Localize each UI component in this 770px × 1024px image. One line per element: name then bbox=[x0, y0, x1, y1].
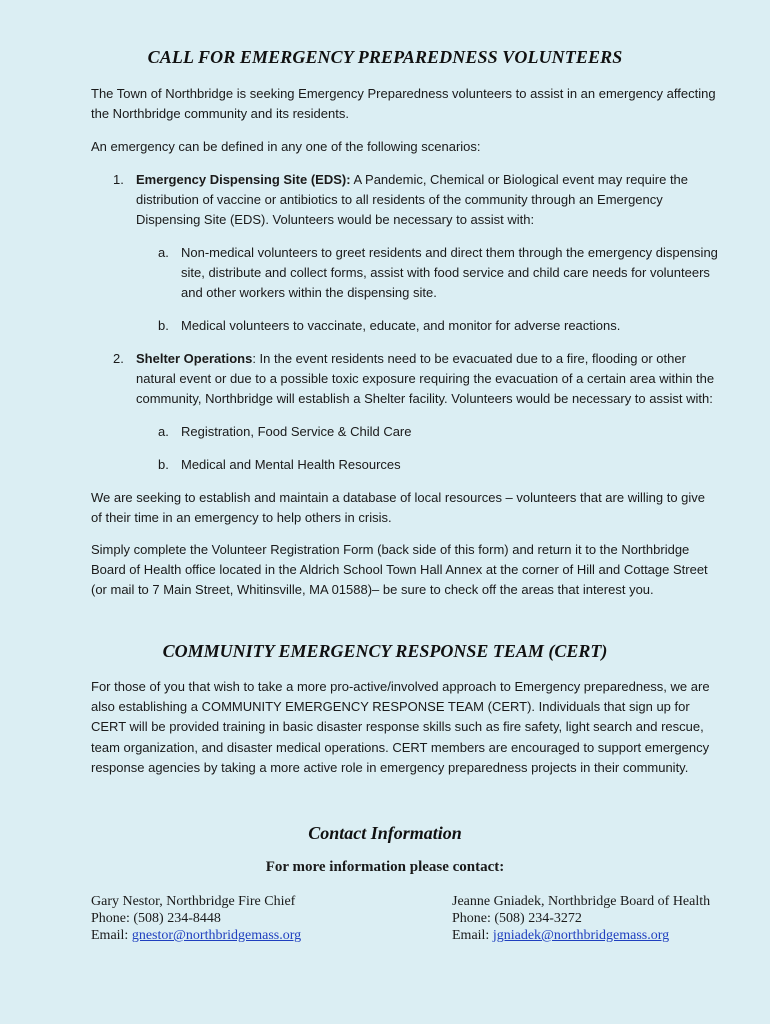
cert-paragraph: For those of you that wish to take a more pro-active/involved approach to Emergency preparedness, we are also establishing a COMMUNITY EMERGENCY RESPONSE TEAM (CERT). Individuals that sign up for CERT will be provided training in basic disaster response skills such as fire safety, light search and rescue, team organization, and disaster medical operations. CERT members are encouraged to support emergency response agencies by taking a more active role in emergency preparedness projects in their community. bbox=[91, 679, 710, 775]
database-paragraph: We are seeking to establish and maintain a database of local resources – volunteers that are willing to give of their time in an emergency to help others in crisis. bbox=[91, 490, 706, 526]
email-link-fire-chief[interactable]: gnestor@northbridgemass.org bbox=[131, 928, 302, 943]
contact-name-fire-chief: Gary Nestor, Northbridge Fire Chief bbox=[91, 894, 296, 909]
contact-name-health: Jeanne Gniadek, Northbridge Board of Health bbox=[452, 894, 711, 909]
shelter-heading: Shelter Operations bbox=[136, 351, 253, 366]
sub-letter-2a: a. bbox=[158, 424, 169, 439]
sub-item-2b: Medical and Mental Health Resources bbox=[181, 457, 401, 472]
eds-text: A Pandemic, Chemical or Biological event may require the distribution of vaccine or antibiotics to all residents of the community through an Emergency Dispensing Site (EDS). Volunteers would be necessary to assist with: bbox=[136, 172, 689, 228]
sub-item-1b: Medical volunteers to vaccinate, educate, and monitor for adverse reactions. bbox=[181, 318, 621, 333]
cert-title: COMMUNITY EMERGENCY RESPONSE TEAM (CERT) bbox=[162, 641, 608, 661]
list-item-shelter bbox=[136, 349, 716, 410]
sub-letter-2b: b. bbox=[158, 457, 169, 472]
contact-email-row-health bbox=[452, 927, 669, 944]
contact-subtitle: For more information please contact: bbox=[265, 859, 505, 875]
email-label: Email: bbox=[91, 928, 132, 943]
sub-item-2a: Registration, Food Service & Child Care bbox=[181, 424, 412, 439]
contact-title: Contact Information bbox=[308, 823, 462, 843]
email-label: Email: bbox=[452, 928, 493, 943]
contact-email-row-fire-chief bbox=[91, 927, 301, 944]
list-number-2: 2. bbox=[113, 351, 124, 366]
contact-phone-health: Phone: (508) 234-3272 bbox=[452, 911, 582, 926]
list-number-1: 1. bbox=[113, 172, 124, 187]
sub-letter-1a: a. bbox=[158, 245, 169, 260]
sub-item-1a: Non-medical volunteers to greet residents and direct them through the emergency dispensing site, distribute and collect forms, assist with food service and child care needs for volunteers and other workers within the dispensing site. bbox=[181, 245, 718, 301]
page-title: CALL FOR EMERGENCY PREPAREDNESS VOLUNTEERS bbox=[147, 47, 623, 67]
eds-heading: Emergency Dispensing Site (EDS): bbox=[136, 172, 351, 187]
contact-phone-fire-chief: Phone: (508) 234-8448 bbox=[91, 911, 221, 926]
email-link-health[interactable]: jgniadek@northbridgemass.org bbox=[492, 928, 670, 943]
sub-letter-1b: b. bbox=[158, 318, 169, 333]
scenarios-intro: An emergency can be defined in any one of the following scenarios: bbox=[91, 139, 481, 154]
registration-paragraph: Simply complete the Volunteer Registration Form (back side of this form) and return it to the Northbridge Board of Health office located in the Aldrich School Town Hall Annex at the corner of Hill and Cottage Street (or mail to 7 Main Street, Whitinsville, MA 01588)– be sure to check off the areas that interest you. bbox=[91, 542, 708, 598]
shelter-text: : In the event residents need to be evacuated due to a fire, flooding or other natural event or due to a possible toxic exposure requiring the evacuation of a certain area within the community, Northbridge will establish a Shelter facility. Volunteers would be necessary to assist with: bbox=[136, 351, 715, 407]
list-item-eds bbox=[136, 170, 716, 231]
intro-paragraph: The Town of Northbridge is seeking Emergency Preparedness volunteers to assist in an emergency affecting the Northbridge community and its residents. bbox=[91, 86, 716, 122]
